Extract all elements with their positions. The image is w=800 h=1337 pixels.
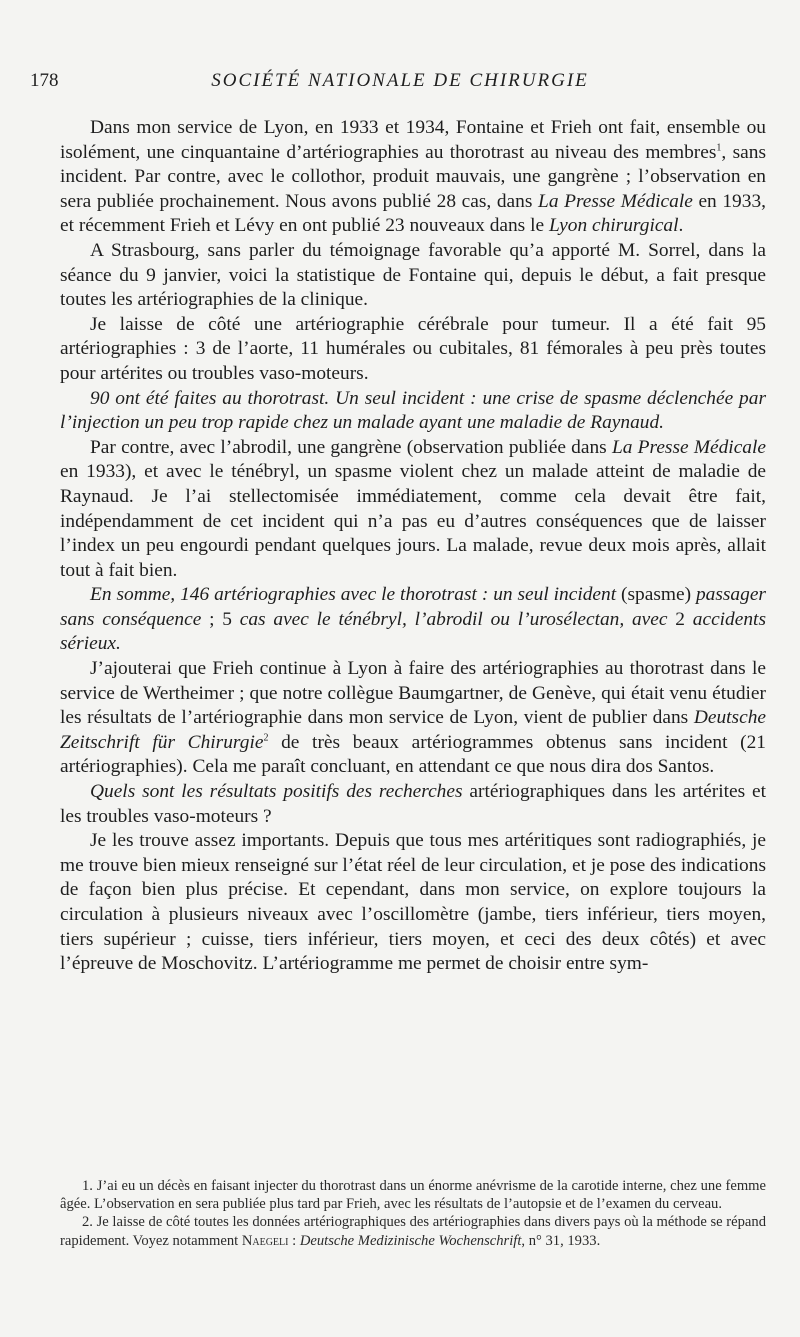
- text-span: Par contre, avec l’abrodil, une gangrène (observation publiée dans: [90, 436, 612, 458]
- paragraph-6: [60, 583, 766, 657]
- text-span: de très beaux artériogrammes obtenus sans incident (21 artériographies). Cela me paraît concluant, en attendant ce que nous dira dos Santos.: [60, 731, 766, 778]
- text-span: artériographiques dans les artérites et les troubles vaso-moteurs ?: [60, 781, 766, 827]
- text-span: J’ajouterai que Frieh continue à Lyon à faire des artériographies au thorotrast dans le service de Wertheimer ; que notre collègue Baumgartner, de Genève, qui était venu étudier les résultats de l’artériographie dans mon service de Lyon, vient de publier dans: [60, 658, 766, 729]
- footnote-ref-2: 2: [263, 732, 269, 744]
- italic-text: passager sans conséquence: [60, 584, 766, 630]
- paragraph-5: [60, 436, 766, 584]
- journal-title: Lyon chirurgical: [548, 215, 679, 237]
- paragraph-1: [60, 116, 766, 239]
- journal-title: Deutsche Medizinische Wochenschrift: [299, 1232, 522, 1249]
- journal-title: Deutsche Zeitschrift für Chirurgie: [60, 707, 766, 753]
- text-span: .: [678, 215, 684, 237]
- page-header: [30, 70, 770, 100]
- footnote-1: 1. J’ai eu un décès en faisant injecter du thorotrast dans un énorme anévrisme de la carotide interne, chez une femme âgée. L’observation en sera publiée plus tard par Frieh, avec les résultats de l’autopsie et de l’examen du cerveau.: [60, 1178, 766, 1213]
- italic-text: 90 ont été faites au thorotrast. Un seul incident : une crise de spasme déclenchée par l’injection un peu trop rapide chez un malade ayant une maladie de Raynaud.: [60, 387, 766, 434]
- italic-text: Quels sont les résultats positifs des recherches: [90, 781, 463, 803]
- text-span: Dans mon service de Lyon, en 1933 et 1934, Fontaine et Frieh ont fait, ensemble ou isolément, une cinquantaine d’artériographies au thorotrast au niveau des membres: [60, 117, 766, 163]
- italic-text: accidents sérieux.: [60, 608, 766, 655]
- paragraph-9: Je les trouve assez importants. Depuis que tous mes artéritiques sont radiographiés, je me trouve bien mieux renseigné sur l’état réel de leur circulation, et je pose des indications de façon bien plus précise. Et cependant, dans mon service, on explore toujours la circulation à plusieurs niveaux avec l’oscillomètre (jambe, tiers inférieur, tiers moyen, tiers supérieur ; cuisse, tiers inférieur, tiers moyen, et ceci des deux côtés) et avec l’épreuve de Moschovitz. L’artériogramme me permet de choisir entre sym-: [60, 830, 766, 975]
- body-text: [60, 116, 766, 977]
- text-span: , n° 31, 1933.: [521, 1232, 601, 1249]
- italic-text: cas avec le ténébryl, l’abrodil ou l’urosélectan, avec: [239, 608, 676, 630]
- footnote-ref-1: 1: [716, 142, 722, 154]
- text-span: (spasme): [616, 584, 696, 606]
- paragraph-8: [60, 780, 766, 829]
- paragraph-2: A Strasbourg, sans parler du témoignage favorable qu’a apporté M. Sorrel, dans la séance du 9 janvier, voici la statistique de Fontaine qui, depuis le début, a fait presque toutes les artériographies de la clinique.: [60, 239, 766, 311]
- text-span: 2. Je laisse de côté toutes les données artériographiques des artériographies dans divers pays où la méthode se répand rapidement. Voyez notamment: [60, 1214, 766, 1249]
- page-number: 178: [30, 70, 59, 91]
- paragraph-4: [60, 387, 766, 436]
- text-span: en 1933), et avec le ténébryl, un spasme violent chez un malade atteint de maladie de Raynaud. Je l’ai stellectomisée immédiatement, comme cela devait être fait, indépendamment de cet incident qui n’a pas eu d’autres conséquences que de laisser l’index un peu engourdi pendant quelques jours. La malade, revue deux mois après, allait tout à fait bien.: [60, 461, 766, 581]
- running-title: SOCIÉTÉ NATIONALE DE CHIRURGIE: [211, 70, 589, 91]
- journal-title: La Presse Médicale: [611, 436, 766, 458]
- author-name: Naegeli: [241, 1232, 289, 1249]
- text-span: en 1933, et récemment Frieh et Lévy en ont publié 23 nouveaux dans le: [60, 190, 766, 237]
- paragraph-7: [60, 657, 766, 780]
- text-span: 2: [675, 608, 685, 630]
- text-span: :: [288, 1232, 300, 1249]
- footnote-2: [60, 1213, 766, 1249]
- text-span: , sans incident. Par contre, avec le collothor, produit mauvais, une gangrène ; l’observation en sera publiée prochainement. Nous avons publié 28 cas, dans: [60, 141, 766, 212]
- paragraph-3: Je laisse de côté une artériographie cérébrale pour tumeur. Il a été fait 95 artériographies : 3 de l’aorte, 11 humérales ou cubitales, 81 fémorales à peu près toutes pour artérites ou troubles vaso-moteurs.: [60, 313, 766, 384]
- footnotes: [60, 1177, 766, 1250]
- italic-text: un seul incident: [493, 584, 617, 606]
- italic-text: En somme, 146 artériographies avec le thorotrast :: [90, 584, 494, 606]
- text-span: ; 5: [201, 608, 240, 630]
- journal-title: La Presse Médicale: [538, 190, 693, 212]
